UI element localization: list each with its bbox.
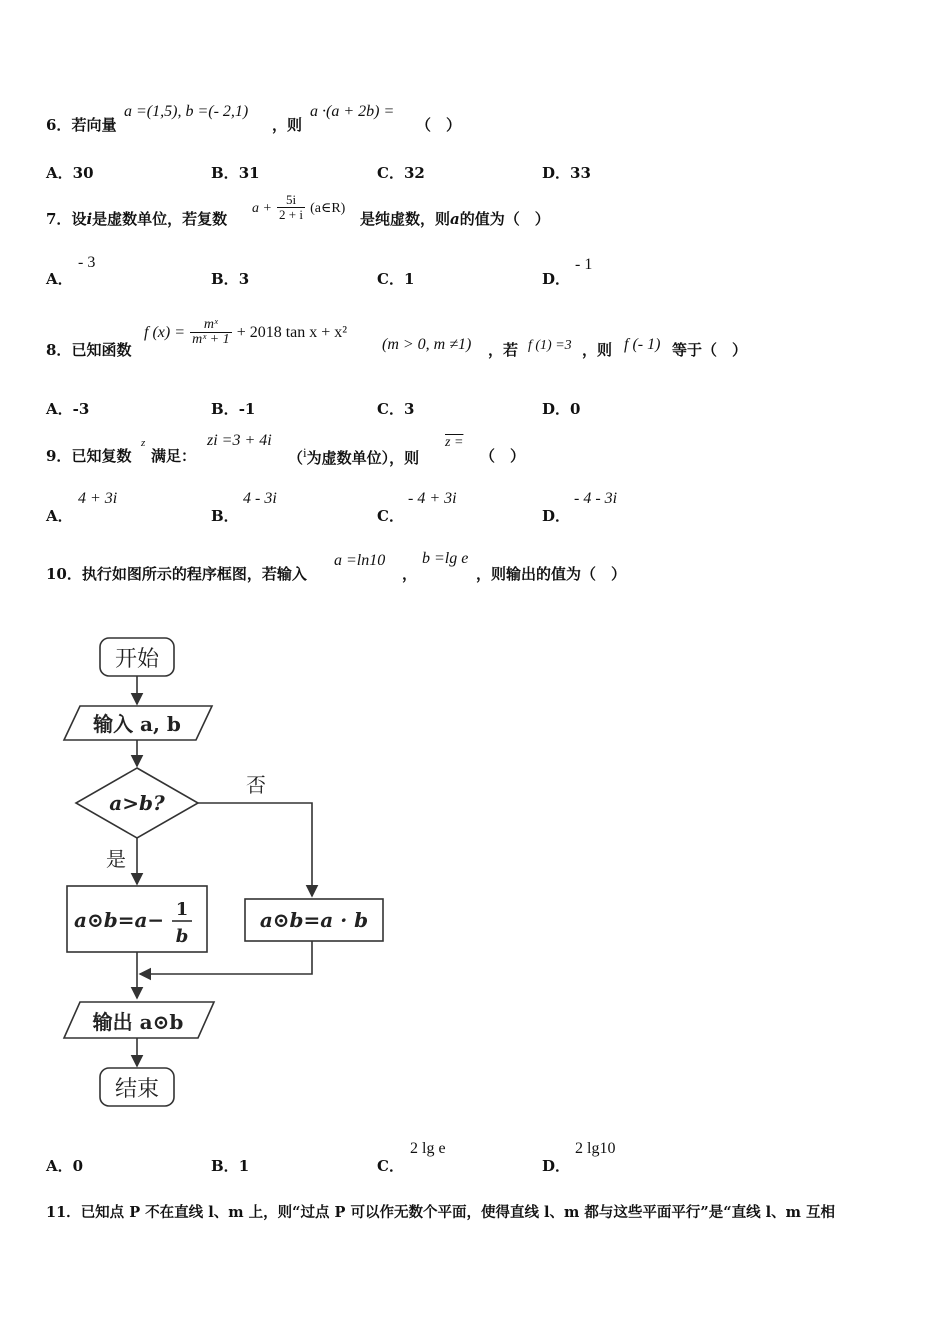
option-b: B．-1	[211, 400, 256, 418]
arrow-merge	[140, 941, 312, 974]
answer-blank: 等于（ ）	[672, 341, 748, 359]
option-c: C．32	[377, 164, 425, 182]
input-label: 输入 a, b	[93, 712, 181, 736]
imaginary-unit: i	[86, 210, 93, 228]
answer-blank: （ ）	[480, 447, 526, 465]
option-a-value: 4 + 3i	[78, 490, 118, 507]
option-d: D．	[542, 1157, 571, 1175]
option-a-value: - 3	[78, 254, 96, 271]
option-c: C．1	[377, 270, 415, 288]
option-a: A．30	[46, 164, 94, 182]
question-number: 6．	[46, 116, 72, 134]
question-6	[46, 114, 116, 135]
option-c-value: - 4 + 3i	[408, 490, 457, 507]
yes-formula: a⊙b=a−	[74, 908, 165, 932]
question-text: 已知点 P 不在直线 l、m 上，则“过点 P 可以作无数个平面，使得直线 l、m 都与这些平面平行”是“直线 l、m 互相	[80, 1204, 836, 1221]
given-value: f (1) =3	[528, 338, 572, 353]
fraction: $\frac{\text{mˣ}}{\text{mˣ + 1}}$	[192, 317, 230, 347]
option-d-value: - 4 - 3i	[574, 490, 618, 507]
question-text: ，则	[582, 341, 613, 359]
question-text: ，则	[272, 116, 303, 134]
dot-product-expression: a ·(a + 2b) =	[310, 103, 395, 120]
question-10: 10．执行如图所示的程序框图，若输入	[46, 565, 307, 583]
question-number: 10．	[46, 565, 82, 583]
option-a: A．	[46, 507, 73, 525]
question-text: （i为虚数单位），则	[288, 445, 420, 467]
option-b-value: 4 - 3i	[243, 490, 277, 507]
question-number: 11．	[46, 1204, 81, 1221]
option-b: B．1	[211, 1157, 250, 1175]
input-b: b =lg e	[422, 550, 469, 567]
yes-fraction-denominator: b	[175, 926, 189, 947]
no-label: 否	[246, 773, 266, 797]
program-flowchart	[0, 620, 420, 1120]
arrow-no	[198, 803, 312, 896]
option-a: A．	[46, 270, 73, 288]
question-number: 8．	[46, 341, 72, 359]
end-label: 结束	[114, 1077, 160, 1102]
variable-z: z	[141, 437, 146, 449]
question-number: 9．	[46, 447, 72, 465]
no-formula: a⊙b=a · b	[259, 908, 369, 932]
option-d: D．33	[542, 164, 591, 182]
option-d-value: - 1	[575, 256, 593, 273]
question-number: 7．	[46, 210, 72, 228]
question-text: 若向量	[71, 116, 117, 134]
equation: zi =3 + 4i	[207, 432, 272, 449]
yes-fraction-numerator: 1	[175, 899, 189, 920]
option-c: C．3	[377, 400, 415, 418]
question-text: 是纯虚数，则a的值为（ ）	[360, 210, 550, 228]
question-text: ，则输出的值为（ ）	[476, 565, 627, 583]
question-text: ，	[402, 565, 418, 583]
answer-blank: （ ）	[416, 116, 462, 134]
option-d: D．0	[542, 400, 581, 418]
question-text: ，若	[488, 341, 519, 359]
output-label: 输出 a⊙b	[92, 1010, 184, 1034]
option-c: C．	[377, 507, 404, 525]
function-definition: f (x) = $\frac{\text{mˣ}}{\text{mˣ + 1}}$ + 2018 tan x + x²	[144, 317, 348, 347]
option-a: A．0	[46, 1157, 84, 1175]
option-d: D．	[542, 507, 571, 525]
input-a: a =ln10	[334, 552, 386, 569]
question-8: 8．已知函数	[46, 341, 132, 359]
option-c: C．	[377, 1157, 404, 1175]
option-b: B．3	[211, 270, 250, 288]
question-11	[46, 1201, 835, 1222]
question-text: 满足：	[151, 447, 197, 465]
yes-label: 是	[106, 847, 126, 871]
option-c-value: 2 lg e	[410, 1140, 446, 1157]
asked-value: f (- 1)	[624, 336, 661, 353]
conjugate-z: z =	[445, 435, 464, 450]
option-d-value: 2 lg10	[575, 1140, 616, 1157]
condition-label: a>b?	[109, 791, 165, 815]
option-b: B．31	[211, 164, 260, 182]
option-a: A．-3	[46, 400, 90, 418]
question-7: 7．设i是虚数单位，若复数	[46, 210, 228, 228]
start-label: 开始	[114, 647, 160, 672]
parameter-condition: (m > 0, m ≠1)	[382, 336, 472, 353]
question-9: 9．已知复数	[46, 447, 132, 465]
complex-expression: a + $\frac{5i}{2 + i}$ (a∈R)	[252, 192, 346, 222]
option-d: D．	[542, 270, 571, 288]
fraction: $\frac{5i}{2 + i}$	[279, 192, 303, 222]
option-b: B．	[211, 507, 239, 525]
vector-definition: a =(1,5), b =(- 2,1)	[124, 103, 249, 120]
